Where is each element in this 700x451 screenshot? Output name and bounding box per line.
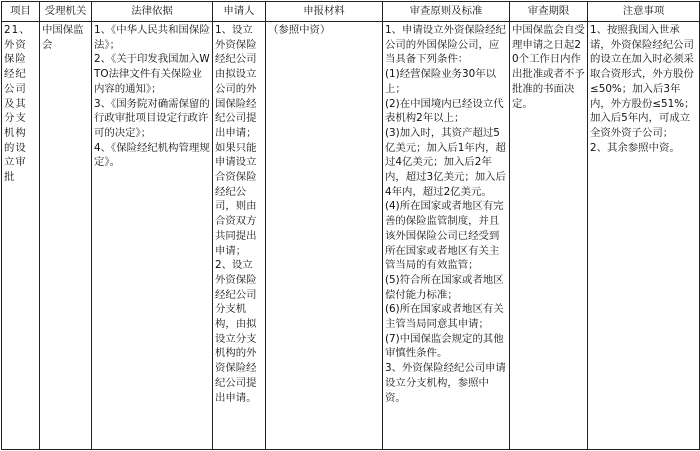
legal-basis-line: 1、《中华人民共和国保险法》； xyxy=(94,24,210,51)
header-period: 审查期限 xyxy=(510,2,588,22)
legal-basis-line: 3、《国务院对确需保留的行政审批项目设定行政许可的决定》； xyxy=(94,97,210,139)
header-notes: 注意事项 xyxy=(588,2,700,22)
criteria-line: (4)所在国家或者地区有完善的保险监管制度，并且该外国保险公司已经受到所在国家或者地区有关主管当局的有效监管； xyxy=(385,200,504,272)
header-item: 项目 xyxy=(2,2,40,22)
header-materials: 申报材料 xyxy=(266,2,383,22)
criteria-line: (2)在中国境内已经设立代表机构2年以上； xyxy=(385,97,504,125)
header-applicant: 申请人 xyxy=(213,2,266,22)
applicant-line: 2、设立外资保险经纪公司分支机构，由拟设立分支机构的外资保险经纪公司提出申请。 xyxy=(215,259,257,404)
table-row xyxy=(2,22,700,450)
criteria-cell xyxy=(383,22,510,450)
header-legal-basis: 法律依据 xyxy=(92,2,213,22)
period-cell: 中国保监会自受理申请之日起20个工作日内作出批准或者不予批准的书面决定。 xyxy=(510,22,588,450)
criteria-line: (6)所在国家或者地区有关主管当局同意其申请； xyxy=(385,303,504,331)
criteria-line: (7)中国保监会规定的其他审慎性条件。 xyxy=(385,332,504,360)
applicant-line: 1、设立外资保险经纪公司由拟设立公司的外国保险经纪公司提出申请；如果只能申请设立合资保险经纪公司，则由合资双方共同提出申请； xyxy=(215,24,257,257)
criteria-line: 1、申请设立外资保险经纪公司的外国保险公司，应当具备下列条件： xyxy=(385,24,506,66)
regulation-table xyxy=(1,1,700,450)
notes-cell xyxy=(588,22,700,450)
legal-basis-line: 4、《保险经纪机构管理规定》。 xyxy=(94,141,210,169)
applicant-cell xyxy=(213,22,266,450)
criteria-line: (3)加入时，其资产超过5亿美元；加入后1年内，超过4亿美元；加入后2年内，超过3亿美元；加入后4年内，超过2亿美元。 xyxy=(385,126,506,198)
criteria-line: (1)经营保险业务30年以上； xyxy=(385,68,497,95)
header-agency: 受理机关 xyxy=(40,2,92,22)
header-row xyxy=(2,2,700,22)
criteria-line: 3、外资保险经纪公司申请设立分支机构，参照中资。 xyxy=(385,362,506,404)
materials-cell: （参照中资） xyxy=(266,22,383,450)
notes-line: 1、按照我国入世承诺，外资保险经纪公司的设立在加入时必须采取合资形式，外方股份≤50%；加入后3年内，外方股份≤51%；加入后5年内，可成立全资外资子公司； xyxy=(590,24,695,139)
agency-cell: 中国保监会 xyxy=(40,22,92,450)
notes-line: 2、其余参照中资。 xyxy=(590,141,680,154)
header-criteria: 审查原则及标准 xyxy=(383,2,510,22)
item-cell: 21、外资保险经纪公司及其分支机构的设立审批 xyxy=(2,22,40,450)
criteria-line: (5)符合所在国家或者地区偿付能力标准； xyxy=(385,273,504,301)
legal-basis-cell xyxy=(92,22,213,450)
legal-basis-line: 2、《关于印发我国加入WTO法律文件有关保险业内容的通知》； xyxy=(94,53,210,95)
